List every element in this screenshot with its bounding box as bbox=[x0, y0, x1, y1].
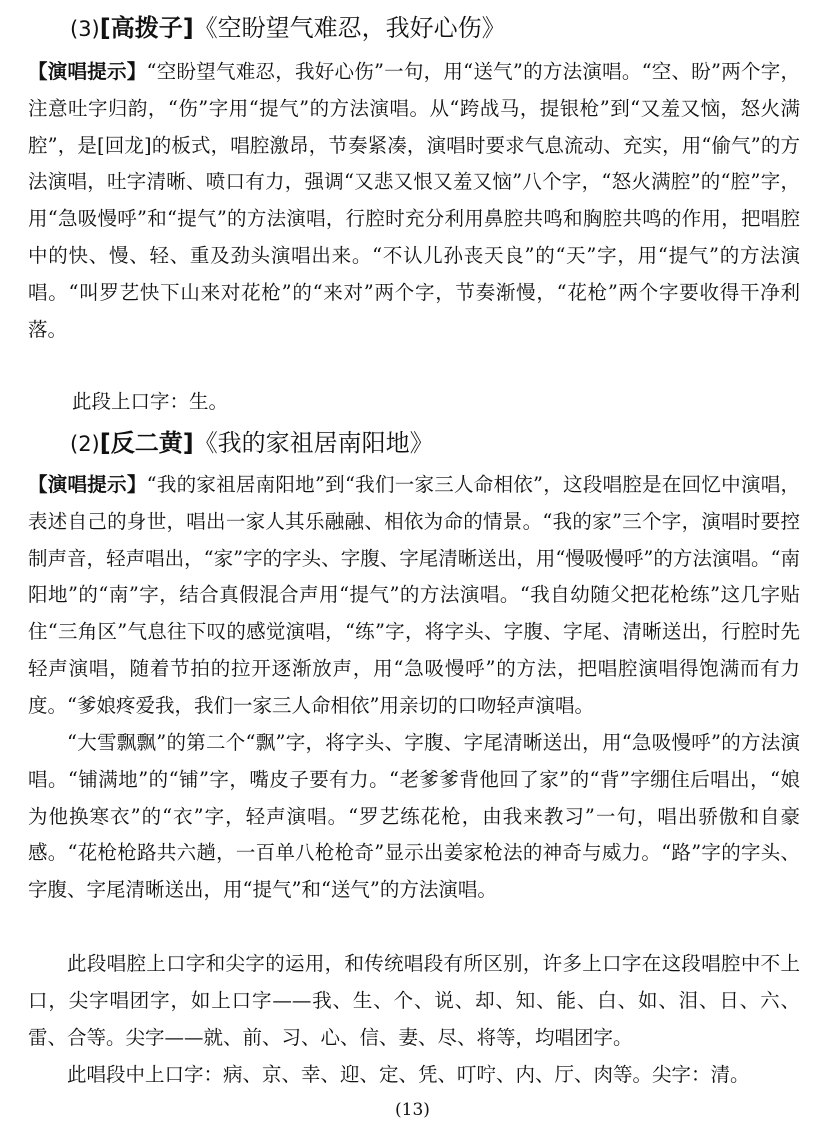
section-2-heading bbox=[70, 427, 434, 460]
section-2-paragraph-4: 此唱段中上口字：病、京、幸、迎、定、凭、叮咛、内、厅、肉等。尖字：清。 bbox=[67, 1063, 750, 1086]
section-1-closing: 此段上口字：生。 bbox=[72, 390, 229, 413]
section-1-tune: [高拨子] bbox=[99, 14, 194, 42]
section-1-title: 《空盼望气难忍，我好心伤》 bbox=[193, 14, 506, 42]
section-1-tip-paragraph bbox=[28, 54, 800, 348]
section-2-tip-text: “我的家祖居南阳地”到“我们一家三人命相依”，这段唱腔是在回忆中演唱，表述自己的身世，唱出一家人其乐融融、相依为命的情景。“我的家”三个字，演唱时要控制声音，轻声唱出，“家”字的字头、字腹、字尾清晰送出，用“慢吸慢呼”的方法演唱。“南阳地”的“南”字，结合真假混合声用“提气”的方法演唱。“我自幼随父把花枪练”这几字贴住“三角区”气息往下叹的感觉演唱，“练”字，将字头、字腹、字尾、清晰送出，行腔时先轻声演唱，随着节拍的拉开逐渐放声，用“急吸慢呼”的方法，把唱腔演唱得饱满而有力度。“爹娘疼爱我，我们一家三人命相依”用亲切的口吻轻声演唱。 bbox=[28, 473, 800, 717]
section-2-number: (2) bbox=[70, 432, 100, 456]
section-1-tip-label: 【演唱提示】 bbox=[28, 60, 147, 83]
section-2-title: 《我的家祖居南阳地》 bbox=[193, 429, 434, 457]
section-1-heading bbox=[70, 12, 506, 45]
section-2-tip-label: 【演唱提示】 bbox=[28, 473, 147, 496]
section-2-paragraph-2: “大雪飘飘”的第二个“飘”字，将字头、字腹、字尾清晰送出，用“急吸慢呼”的方法演唱。“铺满地”的“铺”字，嘴皮子要有力。“老爹爹背他回了家”的“背”字绷住后唱出，“娘为他换寒衣”的“衣”字，轻声演唱。“罗艺练花枪，由我来教习”一句，唱出骄傲和自豪感。“花枪枪路共六趟，一百单八枪枪奇”显示出姜家枪法的神奇与威力。“路”字的字头、字腹、字尾清晰送出，用“提气”和“送气”的方法演唱。 bbox=[28, 731, 800, 902]
section-1-number: (3) bbox=[70, 17, 100, 41]
section-2-tune: [反二黄] bbox=[99, 429, 194, 457]
section-2-tip-paragraph bbox=[28, 467, 800, 725]
page-number: (13) bbox=[395, 1100, 430, 1120]
section-1-tip-text: “空盼望气难忍，我好心伤”一句，用“送气”的方法演唱。“空、盼”两个字，注意吐字归韵，“伤”字用“提气”的方法演唱。从“跨战马，提银枪”到“又羞又恼，怒火满腔”，是[回龙]的板式，唱腔激昂，节奏紧凑，演唱时要求气息流动、充实，用“偷气”的方法演唱，吐字清晰、喷口有力，强调“又悲又恨又羞又恼”八个字，“怒火满腔”的“腔”字，用“急吸慢呼”和“提气”的方法演唱，行腔时充分利用鼻腔共鸣和胸腔共鸣的作用，把唱腔中的快、慢、轻、重及劲头演唱出来。“不认儿孙丧天良”的“天”字，用“提气”的方法演唱。“叫罗艺快下山来对花枪”的“来对”两个字，节奏渐慢，“花枪”两个字要收得干净利落。 bbox=[28, 60, 800, 341]
section-2-paragraph-3: 此段唱腔上口字和尖字的运用，和传统唱段有所区别，许多上口字在这段唱腔中不上口，尖字唱团字，如上口字——我、生、个、说、却、知、能、白、如、泪、日、六、雷、合等。尖字——就、前、习、心、信、妻、尽、将等，均唱团字。 bbox=[28, 952, 800, 1049]
